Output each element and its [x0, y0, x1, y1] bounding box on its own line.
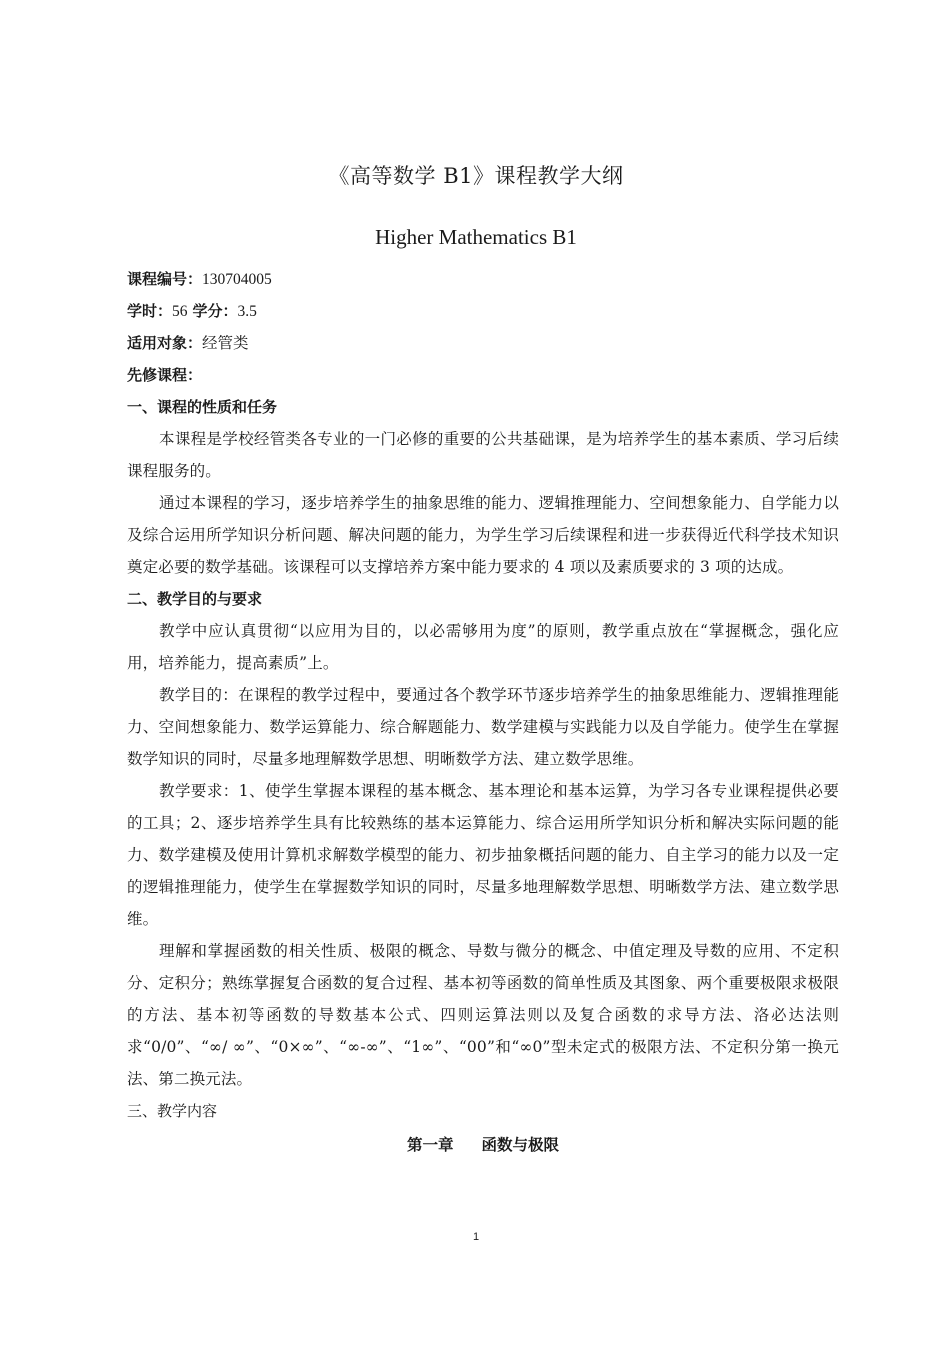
- credits-label: 学分：: [192, 302, 238, 320]
- course-code-row: [127, 263, 839, 295]
- audience-label: 适用对象：: [127, 334, 203, 352]
- section-heading-content: 三、教学内容: [127, 1102, 218, 1120]
- hours-credits-row: [127, 295, 839, 327]
- paragraph-nature: 本课程是学校经管类各专业的一门必修的重要的公共基础课，是为培养学生的基本素质、学习后续课程服务的。: [127, 430, 839, 480]
- document-english-title: Higher Mathematics B1: [375, 225, 577, 249]
- document-body: [127, 263, 839, 1161]
- audience-value: 经管类: [202, 334, 249, 352]
- audience-row: [127, 327, 839, 359]
- document-title: 《高等数学 B1》课程教学大纲: [328, 164, 624, 188]
- course-code-label: 课程编号：: [127, 270, 203, 288]
- section-heading-nature: 一、课程的性质和任务: [127, 398, 278, 416]
- paragraph-goals: 通过本课程的学习，逐步培养学生的抽象思维的能力、逻辑推理能力、空间想象能力、自学能力以及综合运用所学知识分析问题、解决问题的能力，为学生学习后续课程和进一步获得近代科学技术知识奠定必要的数学基础。该课程可以支撑培养方案中能力要求的 4 项以及素质要求的 3 项的达成。: [127, 494, 839, 576]
- page-number: 1: [472, 1231, 480, 1243]
- paragraph-content-mastery: 理解和掌握函数的相关性质、极限的概念、导数与微分的概念、中值定理及导数的应用、不定积分、定积分；熟练掌握复合函数的复合过程、基本初等函数的简单性质及其图象、两个重要极限求极限的方法、基本初等函数的导数基本公式、四则运算法则以及复合函数的求导方法、洛必达法则求“0/0”、“∞/ ∞”、“0×∞”、“∞-∞”、“1∞”、“00”和“∞0”型未定式的极限方法、不定积分第一换元法、第二换元法。: [127, 942, 839, 1088]
- section-heading-objectives: 二、教学目的与要求: [127, 590, 263, 608]
- chapter-title: 函数与极限: [481, 1136, 560, 1154]
- course-code-value: 130704005: [202, 271, 272, 288]
- chapter-number: 第一章: [406, 1136, 454, 1154]
- credits-value: 3.5: [237, 303, 257, 320]
- paragraph-teaching-purpose: 教学目的：在课程的教学过程中，要通过各个教学环节逐步培养学生的抽象思维能力、逻辑推理能力、空间想象能力、数学运算能力、综合解题能力、数学建模与实践能力以及自学能力。使学生在掌握数学知识的同时，尽量多地理解数学思想、明晰数学方法、建立数学思维。: [127, 686, 839, 768]
- hours-value: 56: [172, 303, 188, 320]
- chapter-heading: [127, 1129, 839, 1161]
- prerequisite-row: [127, 359, 839, 391]
- paragraph-teaching-requirements: 教学要求：1、使学生掌握本课程的基本概念、基本理论和基本运算，为学习各专业课程提供必要的工具；2、逐步培养学生具有比较熟练的基本运算能力、综合运用所学知识分析和解决实际问题的能力、数学建模及使用计算机求解数学模型的能力、初步抽象概括问题的能力、自主学习的能力以及一定的逻辑推理能力，使学生在掌握数学知识的同时，尽量多地理解数学思想、明晰数学方法、建立数学思维。: [127, 782, 839, 928]
- prerequisite-label: 先修课程：: [127, 366, 203, 384]
- hours-label: 学时：: [127, 302, 173, 320]
- paragraph-principle: 教学中应认真贯彻“以应用为目的，以必需够用为度”的原则，教学重点放在“掌握概念，强化应用，培养能力，提高素质”上。: [127, 622, 839, 672]
